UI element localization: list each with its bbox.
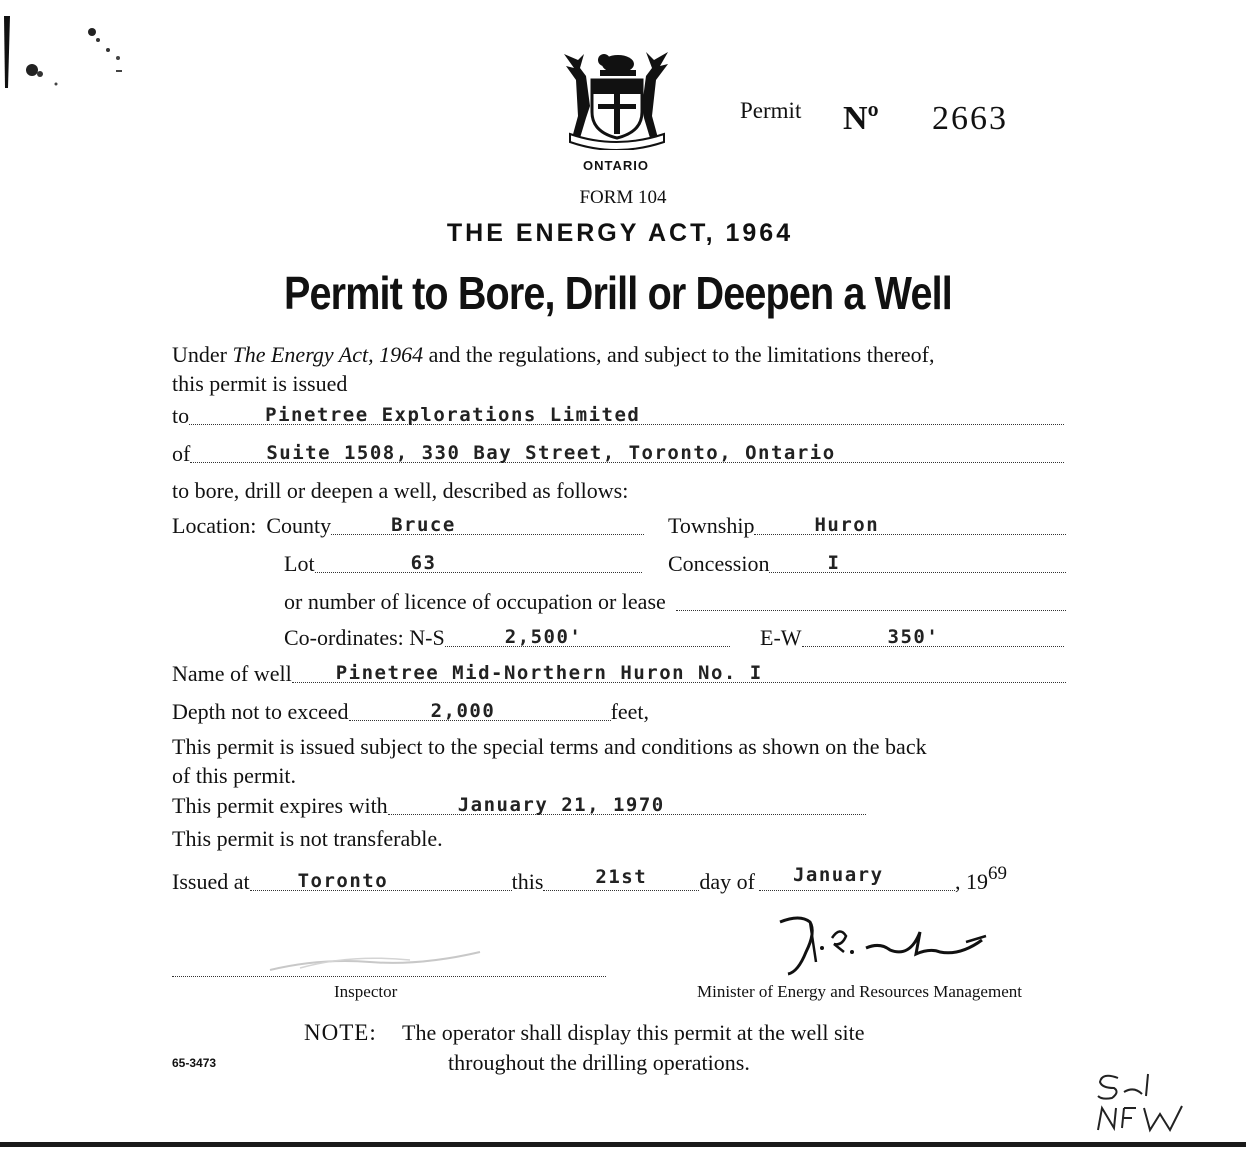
day-of-label: day of: [699, 869, 755, 894]
to-label: to: [172, 403, 190, 428]
scan-bottom-edge: [0, 1142, 1246, 1147]
coordinates-label: Co-ordinates: N-S: [284, 625, 445, 650]
expires-label: This permit expires with: [172, 793, 388, 818]
field-coordinates-ns: [284, 622, 730, 651]
well-name-field: [292, 658, 1066, 683]
well-name-label: Name of well: [172, 661, 292, 686]
inspector-label: Inspector: [334, 982, 398, 1001]
lot-field: [315, 548, 642, 573]
field-coordinates-ew: [760, 622, 1064, 651]
field-licence: [284, 586, 1066, 615]
township-field: [754, 510, 1066, 535]
of-label: of: [172, 441, 191, 466]
to-value: Pinetree Explorations Limited: [265, 404, 641, 426]
field-to: [172, 400, 1064, 429]
this-label: this: [511, 869, 544, 894]
intro-act-name: The Energy Act, 1964: [232, 342, 424, 367]
issued-day-field: [543, 866, 699, 891]
county-label: County: [266, 513, 332, 538]
minister-label: Minister of Energy and Resources Management: [697, 982, 1022, 1001]
depth-unit: feet,: [610, 699, 650, 724]
terms-paragraph: [172, 732, 1072, 790]
location-label: Location:: [172, 513, 257, 538]
issued-at-label: Issued at: [172, 869, 250, 894]
field-depth: [172, 696, 692, 725]
licence-label: or number of licence of occupation or lease: [284, 589, 666, 614]
issued-month-value: January: [792, 864, 884, 886]
scan-artifacts: [0, 10, 140, 90]
ew-label: E-W: [760, 625, 802, 650]
intro-rest: and the regulations, and subject to the limitations thereof,: [428, 342, 935, 367]
depth-value: 2,000: [430, 700, 496, 722]
ns-value: 2,500': [504, 626, 583, 648]
lot-label: Lot: [284, 551, 315, 576]
terms-line2: of this permit.: [172, 763, 297, 788]
minister-signature-icon: [770, 912, 1000, 982]
form-number: FORM 104: [579, 187, 667, 208]
number-symbol: Nº: [843, 100, 879, 137]
field-issued: [172, 863, 1064, 895]
field-township: [668, 510, 1066, 539]
county-field: [331, 510, 644, 535]
note-line2: throughout the drilling operations.: [448, 1050, 750, 1075]
township-value: Huron: [814, 514, 880, 536]
lot-value: 63: [410, 552, 437, 574]
depth-label: Depth not to exceed: [172, 699, 349, 724]
county-value: Bruce: [391, 514, 456, 536]
issued-day-value: 21st: [595, 866, 648, 888]
concession-field: [769, 548, 1066, 573]
ew-value: 350': [887, 626, 940, 648]
expires-value: January 21, 1970: [457, 794, 665, 816]
issued-place-field: [250, 866, 512, 891]
intro-under: Under: [172, 342, 227, 367]
page-title: Permit to Bore, Drill or Deepen a Well: [284, 267, 952, 319]
coat-of-arms-icon: [556, 46, 676, 150]
year-prefix: , 19: [954, 869, 988, 894]
field-lot: [284, 548, 642, 577]
handwritten-notation-icon: [1090, 1068, 1220, 1134]
concession-label: Concession: [668, 551, 770, 576]
year-suffix: 69: [987, 863, 1007, 884]
field-concession: [668, 548, 1066, 577]
ontario-crest: [556, 46, 676, 171]
intro-paragraph: [172, 340, 1072, 398]
issued-month-field: [759, 866, 955, 891]
field-expires: [172, 790, 866, 819]
faint-signature-icon: [260, 940, 500, 980]
licence-field: [676, 586, 1066, 611]
depth-field: [349, 696, 611, 721]
permit-label: Permit: [740, 98, 802, 123]
form-code: 65-3473: [172, 1056, 217, 1070]
permit-number: 2663: [932, 100, 1008, 137]
to-field: [189, 400, 1064, 425]
described-line: to bore, drill or deepen a well, described as follows:: [172, 478, 629, 503]
note-line1: The operator shall display this permit at the well site: [402, 1020, 865, 1045]
of-value: Suite 1508, 330 Bay Street, Toronto, Ontario: [266, 442, 836, 464]
note-label: NOTE:: [304, 1020, 377, 1045]
issued-place-value: Toronto: [297, 870, 389, 892]
intro-line2: this permit is issued: [172, 371, 348, 396]
concession-value: I: [827, 552, 841, 574]
well-name-value: Pinetree Mid-Northern Huron No. I: [335, 662, 763, 684]
act-heading: THE ENERGY ACT, 1964: [446, 219, 794, 247]
crest-label: ONTARIO: [583, 158, 649, 173]
not-transferable: This permit is not transferable.: [172, 826, 443, 851]
of-field: [190, 438, 1064, 463]
field-well-name: [172, 658, 1066, 687]
expires-field: [388, 790, 866, 815]
field-location: [172, 510, 644, 539]
terms-line1: This permit is issued subject to the special terms and conditions as shown on the back: [172, 734, 927, 759]
ew-field: [802, 622, 1064, 647]
field-of: [172, 438, 1064, 467]
township-label: Township: [668, 513, 755, 538]
ns-field: [445, 622, 730, 647]
